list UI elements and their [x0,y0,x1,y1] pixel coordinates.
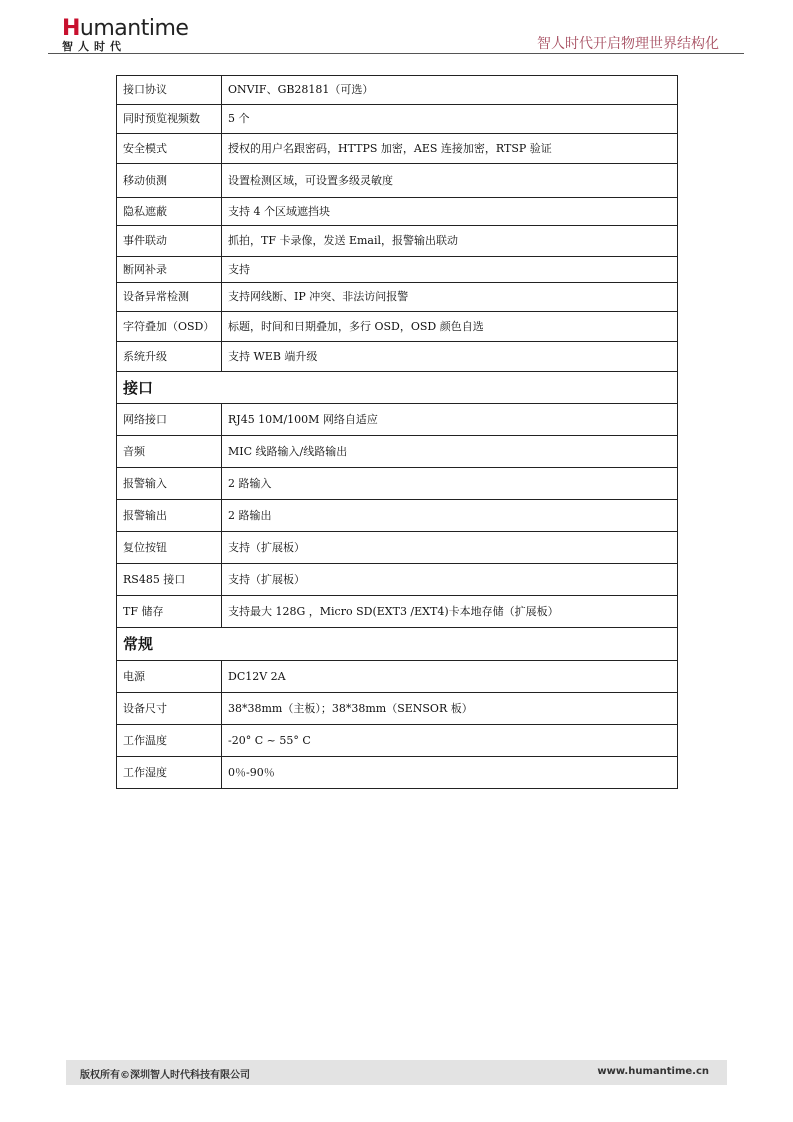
table-row [117,661,678,693]
spec-key: 系统升级 [117,342,222,372]
spec-value: 2 路输出 [222,500,678,532]
spec-key: 报警输入 [117,468,222,500]
section-heading-general: 常规 [117,628,678,661]
spec-key: 同时预览视频数 [117,105,222,134]
spec-value: 0％-90％ [222,757,678,789]
section-row [117,372,678,404]
spec-value: 38*38mm（主板）；38*38mm（SENSOR 板） [222,693,678,725]
table-row [117,164,678,198]
spec-key: 字符叠加（OSD） [117,312,222,342]
page-header [0,0,793,60]
spec-key: 复位按钮 [117,532,222,564]
spec-value: 标题，时间和日期叠加，多行 OSD，OSD 颜色自选 [222,312,678,342]
spec-key: 设备尺寸 [117,693,222,725]
logo-subtitle: 智人时代 [62,40,126,53]
spec-value: -20° C ~ 55° C [222,725,678,757]
spec-key: RS485 接口 [117,564,222,596]
section-row [117,628,678,661]
spec-value: MIC 线路输入/线路输出 [222,436,678,468]
table-row [117,283,678,312]
spec-key: TF 储存 [117,596,222,628]
spec-table [116,75,678,789]
spec-value: 支持 [222,257,678,283]
spec-key: 移动侦测 [117,164,222,198]
table-row [117,564,678,596]
spec-value: 2 路输入 [222,468,678,500]
spec-value: 支持（扩展板） [222,532,678,564]
table-row [117,76,678,105]
spec-value: 支持 4 个区域遮挡块 [222,198,678,226]
spec-key: 安全模式 [117,134,222,164]
table-row [117,757,678,789]
table-row [117,500,678,532]
spec-value: 支持（扩展板） [222,564,678,596]
table-row [117,532,678,564]
table-row [117,134,678,164]
spec-key: 接口协议 [117,76,222,105]
table-row [117,342,678,372]
table-row [117,596,678,628]
logo-wordmark [62,18,188,40]
table-row [117,404,678,436]
spec-key: 设备异常检测 [117,283,222,312]
footer-copyright: 版权所有©深圳智人时代科技有限公司 [80,1070,250,1081]
table-row [117,226,678,257]
table-row [117,725,678,757]
spec-key: 事件联动 [117,226,222,257]
table-row [117,436,678,468]
spec-key: 工作湿度 [117,757,222,789]
spec-key: 报警输出 [117,500,222,532]
table-row [117,312,678,342]
header-tagline: 智人时代开启物理世界结构化 [537,36,719,52]
spec-key: 隐私遮蔽 [117,198,222,226]
spec-key: 网络接口 [117,404,222,436]
table-row [117,693,678,725]
section-heading-interface: 接口 [117,372,678,404]
spec-key: 断网补录 [117,257,222,283]
spec-value: 支持网线断、IP 冲突、非法访问报警 [222,283,678,312]
spec-value: 5 个 [222,105,678,134]
logo-initial: H [62,16,80,41]
spec-value: 支持最大 128G ，Micro SD(EXT3 /EXT4)卡本地存储（扩展板） [222,596,678,628]
table-row [117,198,678,226]
header-divider [48,53,744,54]
table-row [117,468,678,500]
spec-key: 电源 [117,661,222,693]
spec-key: 音频 [117,436,222,468]
spec-value: ONVIF、GB28181（可选） [222,76,678,105]
spec-value: 抓拍，TF 卡录像，发送 Email，报警输出联动 [222,226,678,257]
page-footer [66,1060,727,1085]
spec-value: DC12V 2A [222,661,678,693]
spec-value: 支持 WEB 端升级 [222,342,678,372]
table-row [117,105,678,134]
footer-website-link[interactable]: www.humantime.cn [597,1066,709,1077]
logo-text: umantime [79,16,189,41]
spec-value: 授权的用户名跟密码，HTTPS 加密，AES 连接加密，RTSP 验证 [222,134,678,164]
spec-value: RJ45 10M/100M 网络自适应 [222,404,678,436]
company-logo [62,18,188,53]
table-row [117,257,678,283]
spec-key: 工作温度 [117,725,222,757]
spec-value: 设置检测区域，可设置多级灵敏度 [222,164,678,198]
